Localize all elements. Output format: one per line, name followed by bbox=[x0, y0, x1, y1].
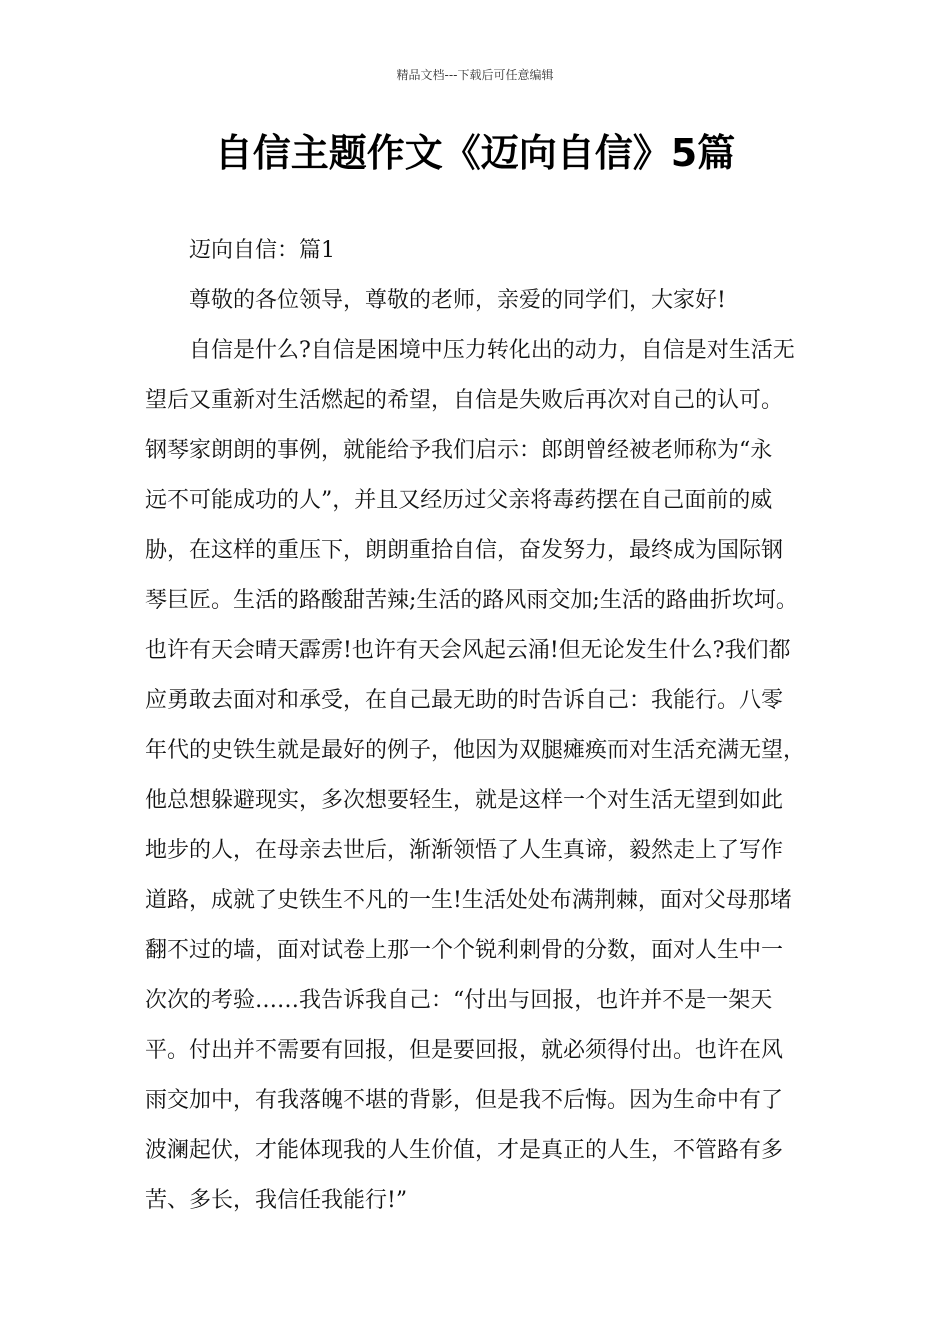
paragraph-line: 苦、多长，我信任我能行!” bbox=[145, 1188, 408, 1213]
greeting-line: 尊敬的各位领导，尊敬的老师，亲爱的同学们，大家好! bbox=[189, 288, 726, 313]
page-header: 精品文档---下载后可任意编辑 bbox=[396, 68, 554, 82]
document-title: 自信主题作文《迈向自信》5篇 bbox=[214, 131, 736, 175]
paragraph-line: 波澜起伏，才能体现我的人生价值，才是真正的人生，不管路有多 bbox=[145, 1138, 784, 1163]
paragraph-line: 远不可能成功的人”，并且又经历过父亲将毒药摆在自己面前的威 bbox=[145, 488, 773, 513]
paragraph-line: 道路，成就了史铁生不凡的一生!生活处处布满荆棘，面对父母那堵 bbox=[145, 888, 792, 913]
paragraph-line: 钢琴家朗朗的事例，就能给予我们启示：郎朗曾经被老师称为“永 bbox=[145, 438, 773, 463]
paragraph-line: 次次的考验……我告诉我自己：“付出与回报，也许并不是一架天 bbox=[145, 988, 773, 1013]
paragraph-line: 他总想躲避现实，多次想要轻生，就是这样一个对生活无望到如此 bbox=[145, 788, 784, 813]
paragraph-line: 应勇敢去面对和承受，在自己最无助的时告诉自己：我能行。八零 bbox=[145, 688, 784, 713]
paragraph-line: 望后又重新对生活燃起的希望，自信是失败后再次对自己的认可。 bbox=[145, 388, 784, 413]
paragraph-line: 年代的史铁生就是最好的例子，他因为双腿瘫痪而对生活充满无望， bbox=[145, 738, 806, 763]
paragraph-line: 翻不过的墙，面对试卷上那一个个锐利刺骨的分数，面对人生中一 bbox=[145, 938, 784, 963]
document-body bbox=[145, 226, 825, 1226]
paragraph-line: 地步的人，在母亲去世后，渐渐领悟了人生真谛，毅然走上了写作 bbox=[145, 838, 784, 863]
paragraph-line: 平。付出并不需要有回报，但是要回报，就必须得付出。也许在风 bbox=[145, 1038, 784, 1063]
section-heading: 迈向自信：篇1 bbox=[189, 238, 335, 263]
paragraph-line: 也许有天会晴天霹雳!也许有天会风起云涌!但无论发生什么?我们都 bbox=[145, 638, 791, 663]
paragraph-line: 自信是什么?自信是困境中压力转化出的动力，自信是对生活无 bbox=[189, 338, 795, 363]
paragraph-line: 琴巨匠。生活的路酸甜苦辣;生活的路风雨交加;生活的路曲折坎坷。 bbox=[145, 588, 798, 613]
paragraph-line: 胁，在这样的重压下，朗朗重拾自信，奋发努力，最终成为国际钢 bbox=[145, 538, 784, 563]
paragraph-line: 雨交加中，有我落魄不堪的背影，但是我不后悔。因为生命中有了 bbox=[145, 1088, 784, 1113]
